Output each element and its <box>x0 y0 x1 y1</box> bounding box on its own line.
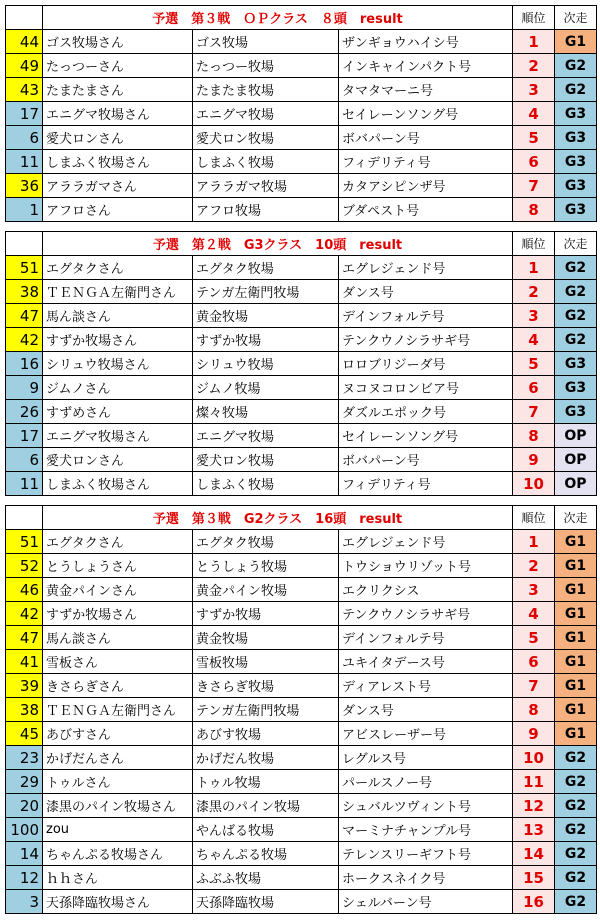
entry-number: 3 <box>6 890 43 914</box>
next-race-grade: G1 <box>555 722 597 746</box>
next-race-grade: G1 <box>555 650 597 674</box>
next-race-grade: G2 <box>555 78 597 102</box>
owner-name: エニグマ牧場さん <box>43 424 193 448</box>
owner-name: エグタクさん <box>43 530 193 554</box>
rank-cell: 10 <box>513 746 555 770</box>
owner-name: きさらぎさん <box>43 674 193 698</box>
horse-name: ザンギョウハイシ号 <box>339 30 513 54</box>
next-race-grade: G3 <box>555 150 597 174</box>
horse-name: ブダペスト号 <box>339 198 513 222</box>
table-header-row <box>6 6 597 30</box>
horse-name: ヌコヌコロンビア号 <box>339 376 513 400</box>
entry-number: 17 <box>6 424 43 448</box>
horse-name: トウショウリゾット号 <box>339 554 513 578</box>
horse-name: テンクウノシラサギ号 <box>339 602 513 626</box>
rank-cell: 12 <box>513 794 555 818</box>
owner-name: 馬ん談さん <box>43 626 193 650</box>
horse-name: フィデリティ号 <box>339 472 513 496</box>
rank-cell: 9 <box>513 448 555 472</box>
ranch-name: 天孫降臨牧場 <box>193 890 339 914</box>
table-row <box>6 448 597 472</box>
rank-header: 順位 <box>513 232 555 256</box>
entry-number: 52 <box>6 554 43 578</box>
horse-name: ボバパーン号 <box>339 126 513 150</box>
owner-name: 漆黒のパイン牧場さん <box>43 794 193 818</box>
section-title: 予選 第３戦 ＯＰクラス ８頭 result <box>43 6 513 30</box>
ranch-name: 黄金牧場 <box>193 626 339 650</box>
ranch-name: エニグマ牧場 <box>193 102 339 126</box>
entry-number: 38 <box>6 280 43 304</box>
rank-cell: 11 <box>513 770 555 794</box>
horse-name: ユキイタデース号 <box>339 650 513 674</box>
section-title: 予選 第２戦 G3クラス 10頭 result <box>43 232 513 256</box>
next-race-grade: G2 <box>555 746 597 770</box>
table-row <box>6 602 597 626</box>
table-row <box>6 30 597 54</box>
ranch-name: アララガマ牧場 <box>193 174 339 198</box>
horse-name: シェルバーン号 <box>339 890 513 914</box>
rank-cell: 4 <box>513 328 555 352</box>
owner-name: たっつーさん <box>43 54 193 78</box>
next-header: 次走 <box>555 6 597 30</box>
table-row <box>6 698 597 722</box>
next-race-grade: G2 <box>555 328 597 352</box>
result-table <box>5 5 597 222</box>
next-race-grade: G1 <box>555 626 597 650</box>
ranch-name: きさらぎ牧場 <box>193 674 339 698</box>
rank-cell: 7 <box>513 174 555 198</box>
next-race-grade: G3 <box>555 102 597 126</box>
result-table <box>5 505 597 914</box>
rank-cell: 8 <box>513 698 555 722</box>
next-header: 次走 <box>555 232 597 256</box>
next-race-grade: G1 <box>555 530 597 554</box>
rank-cell: 5 <box>513 626 555 650</box>
ranch-name: ゴス牧場 <box>193 30 339 54</box>
horse-name: マーミナチャンプル号 <box>339 818 513 842</box>
rank-cell: 4 <box>513 102 555 126</box>
ranch-name: アフロ牧場 <box>193 198 339 222</box>
entry-number: 16 <box>6 352 43 376</box>
entry-number: 23 <box>6 746 43 770</box>
table-row <box>6 352 597 376</box>
table-header-row <box>6 232 597 256</box>
entry-number: 29 <box>6 770 43 794</box>
next-race-grade: G3 <box>555 126 597 150</box>
entry-number: 42 <box>6 328 43 352</box>
table-row <box>6 890 597 914</box>
next-race-grade: G1 <box>555 554 597 578</box>
rank-cell: 2 <box>513 54 555 78</box>
rank-cell: 2 <box>513 554 555 578</box>
owner-name: とうしょうさん <box>43 554 193 578</box>
rank-cell: 10 <box>513 472 555 496</box>
horse-name: タマタマーニ号 <box>339 78 513 102</box>
rank-cell: 8 <box>513 424 555 448</box>
table-row <box>6 722 597 746</box>
next-race-grade: G2 <box>555 280 597 304</box>
horse-name: セイレーンソング号 <box>339 424 513 448</box>
entry-number: 42 <box>6 602 43 626</box>
next-race-grade: G3 <box>555 400 597 424</box>
owner-name: あびすさん <box>43 722 193 746</box>
entry-number: 11 <box>6 472 43 496</box>
horse-name: セイレーンソング号 <box>339 102 513 126</box>
section-title: 予選 第３戦 G2クラス 16頭 result <box>43 506 513 530</box>
next-race-grade: G1 <box>555 698 597 722</box>
entry-number: 38 <box>6 698 43 722</box>
table-header-row <box>6 506 597 530</box>
entry-number: 6 <box>6 126 43 150</box>
entry-number: 11 <box>6 150 43 174</box>
ranch-name: しまふく牧場 <box>193 472 339 496</box>
rank-cell: 6 <box>513 150 555 174</box>
table-row <box>6 770 597 794</box>
entry-number: 44 <box>6 30 43 54</box>
entry-number: 51 <box>6 256 43 280</box>
ranch-name: やんばる牧場 <box>193 818 339 842</box>
ranch-name: 愛犬ロン牧場 <box>193 126 339 150</box>
table-row <box>6 746 597 770</box>
horse-name: エクリクシス <box>339 578 513 602</box>
ranch-name: エグタク牧場 <box>193 256 339 280</box>
rank-cell: 7 <box>513 674 555 698</box>
owner-name: エグタクさん <box>43 256 193 280</box>
entry-number: 36 <box>6 174 43 198</box>
next-race-grade: G3 <box>555 198 597 222</box>
table-row <box>6 400 597 424</box>
ranch-name: テンガ左衛門牧場 <box>193 280 339 304</box>
entry-number: 47 <box>6 304 43 328</box>
owner-name: しまふく牧場さん <box>43 150 193 174</box>
owner-name: アララガマさん <box>43 174 193 198</box>
table-row <box>6 78 597 102</box>
next-race-grade: G2 <box>555 890 597 914</box>
next-race-grade: G1 <box>555 578 597 602</box>
ranch-name: かげだん牧場 <box>193 746 339 770</box>
owner-name: トゥルさん <box>43 770 193 794</box>
table-row <box>6 554 597 578</box>
ranch-name: テンガ左衛門牧場 <box>193 698 339 722</box>
next-race-grade: G2 <box>555 842 597 866</box>
ranch-name: ちゃんぷる牧場 <box>193 842 339 866</box>
ranch-name: 黄金牧場 <box>193 304 339 328</box>
next-race-grade: G2 <box>555 256 597 280</box>
rank-cell: 7 <box>513 400 555 424</box>
entry-number: 43 <box>6 78 43 102</box>
table-row <box>6 866 597 890</box>
horse-name: デインフォルテ号 <box>339 304 513 328</box>
owner-name: 黄金パインさん <box>43 578 193 602</box>
table-row <box>6 102 597 126</box>
header-spacer <box>6 6 43 30</box>
ranch-name: すずか牧場 <box>193 602 339 626</box>
entry-number: 14 <box>6 842 43 866</box>
rank-cell: 5 <box>513 126 555 150</box>
ranch-name: 黄金パイン牧場 <box>193 578 339 602</box>
result-section <box>5 5 596 222</box>
table-row <box>6 674 597 698</box>
owner-name: すずめさん <box>43 400 193 424</box>
entry-number: 45 <box>6 722 43 746</box>
next-race-grade: G3 <box>555 352 597 376</box>
next-race-grade: G1 <box>555 602 597 626</box>
ranch-name: エニグマ牧場 <box>193 424 339 448</box>
table-row <box>6 280 597 304</box>
rank-cell: 9 <box>513 722 555 746</box>
owner-name: 愛犬ロンさん <box>43 126 193 150</box>
rank-cell: 1 <box>513 530 555 554</box>
rank-cell: 14 <box>513 842 555 866</box>
rank-cell: 4 <box>513 602 555 626</box>
owner-name: ＴＥＮＧＡ左衛門さん <box>43 280 193 304</box>
table-row <box>6 626 597 650</box>
rank-cell: 2 <box>513 280 555 304</box>
ranch-name: あびす牧場 <box>193 722 339 746</box>
horse-name: レグルス号 <box>339 746 513 770</box>
horse-name: シュバルツヴィント号 <box>339 794 513 818</box>
horse-name: デインフォルテ号 <box>339 626 513 650</box>
table-row <box>6 150 597 174</box>
ranch-name: シリュウ牧場 <box>193 352 339 376</box>
owner-name: 馬ん談さん <box>43 304 193 328</box>
table-row <box>6 794 597 818</box>
owner-name: エニグマ牧場さん <box>43 102 193 126</box>
horse-name: ダズルエポック号 <box>339 400 513 424</box>
ranch-name: 雪板牧場 <box>193 650 339 674</box>
ranch-name: ジムノ牧場 <box>193 376 339 400</box>
rank-cell: 1 <box>513 30 555 54</box>
next-race-grade: OP <box>555 424 597 448</box>
next-race-grade: G3 <box>555 376 597 400</box>
entry-number: 100 <box>6 818 43 842</box>
horse-name: テンクウノシラサギ号 <box>339 328 513 352</box>
owner-name: 天孫降臨牧場さん <box>43 890 193 914</box>
table-row <box>6 472 597 496</box>
table-row <box>6 126 597 150</box>
next-race-grade: G2 <box>555 866 597 890</box>
result-section <box>5 231 596 496</box>
next-race-grade: G2 <box>555 304 597 328</box>
rank-cell: 3 <box>513 304 555 328</box>
rank-cell: 16 <box>513 890 555 914</box>
horse-name: ロロブリジーダ号 <box>339 352 513 376</box>
owner-name: しまふく牧場さん <box>43 472 193 496</box>
ranch-name: 燦々牧場 <box>193 400 339 424</box>
owner-name: ジムノさん <box>43 376 193 400</box>
entry-number: 46 <box>6 578 43 602</box>
rank-cell: 3 <box>513 578 555 602</box>
entry-number: 12 <box>6 866 43 890</box>
entry-number: 1 <box>6 198 43 222</box>
horse-name: フィデリティ号 <box>339 150 513 174</box>
horse-name: インキャインパクト号 <box>339 54 513 78</box>
ranch-name: ふぶふ牧場 <box>193 866 339 890</box>
entry-number: 26 <box>6 400 43 424</box>
header-spacer <box>6 506 43 530</box>
owner-name: アフロさん <box>43 198 193 222</box>
owner-name: zou <box>43 818 193 842</box>
ranch-name: たっつー牧場 <box>193 54 339 78</box>
table-row <box>6 530 597 554</box>
horse-name: ダンス号 <box>339 698 513 722</box>
rank-cell: 3 <box>513 78 555 102</box>
rank-cell: 8 <box>513 198 555 222</box>
horse-name: アビスレーザー号 <box>339 722 513 746</box>
next-race-grade: G2 <box>555 770 597 794</box>
rank-cell: 13 <box>513 818 555 842</box>
owner-name: ｈｈさん <box>43 866 193 890</box>
rank-cell: 5 <box>513 352 555 376</box>
horse-name: テレンスリーギフト号 <box>339 842 513 866</box>
table-row <box>6 256 597 280</box>
horse-name: エグレジェンド号 <box>339 530 513 554</box>
rank-header: 順位 <box>513 506 555 530</box>
table-row <box>6 818 597 842</box>
horse-name: エグレジェンド号 <box>339 256 513 280</box>
owner-name: たまたまさん <box>43 78 193 102</box>
owner-name: 雪板さん <box>43 650 193 674</box>
horse-name: カタアシピンザ号 <box>339 174 513 198</box>
entry-number: 41 <box>6 650 43 674</box>
owner-name: 愛犬ロンさん <box>43 448 193 472</box>
table-row <box>6 328 597 352</box>
next-race-grade: G1 <box>555 674 597 698</box>
owner-name: シリュウ牧場さん <box>43 352 193 376</box>
rank-header: 順位 <box>513 6 555 30</box>
entry-number: 39 <box>6 674 43 698</box>
table-row <box>6 650 597 674</box>
next-race-grade: G2 <box>555 794 597 818</box>
ranch-name: 愛犬ロン牧場 <box>193 448 339 472</box>
ranch-name: すずか牧場 <box>193 328 339 352</box>
ranch-name: しまふく牧場 <box>193 150 339 174</box>
next-race-grade: G2 <box>555 818 597 842</box>
horse-name: ホークスネイク号 <box>339 866 513 890</box>
owner-name: ゴス牧場さん <box>43 30 193 54</box>
next-race-grade: G2 <box>555 54 597 78</box>
entry-number: 9 <box>6 376 43 400</box>
entry-number: 17 <box>6 102 43 126</box>
horse-name: ダンス号 <box>339 280 513 304</box>
ranch-name: たまたま牧場 <box>193 78 339 102</box>
table-row <box>6 54 597 78</box>
owner-name: ＴＥＮＧＡ左衛門さん <box>43 698 193 722</box>
entry-number: 47 <box>6 626 43 650</box>
ranch-name: 漆黒のパイン牧場 <box>193 794 339 818</box>
owner-name: ちゃんぷる牧場さん <box>43 842 193 866</box>
table-row <box>6 424 597 448</box>
owner-name: すずか牧場さん <box>43 328 193 352</box>
next-header: 次走 <box>555 506 597 530</box>
owner-name: かげだんさん <box>43 746 193 770</box>
ranch-name: とうしょう牧場 <box>193 554 339 578</box>
rank-cell: 6 <box>513 376 555 400</box>
next-race-grade: G3 <box>555 174 597 198</box>
owner-name: すずか牧場さん <box>43 602 193 626</box>
table-row <box>6 578 597 602</box>
next-race-grade: G1 <box>555 30 597 54</box>
table-row <box>6 198 597 222</box>
next-race-grade: OP <box>555 472 597 496</box>
horse-name: パールスノー号 <box>339 770 513 794</box>
next-race-grade: OP <box>555 448 597 472</box>
rank-cell: 6 <box>513 650 555 674</box>
horse-name: ディアレスト号 <box>339 674 513 698</box>
rank-cell: 15 <box>513 866 555 890</box>
horse-name: ボバパーン号 <box>339 448 513 472</box>
rank-cell: 1 <box>513 256 555 280</box>
table-row <box>6 842 597 866</box>
entry-number: 51 <box>6 530 43 554</box>
table-row <box>6 376 597 400</box>
entry-number: 6 <box>6 448 43 472</box>
ranch-name: エグタク牧場 <box>193 530 339 554</box>
entry-number: 49 <box>6 54 43 78</box>
table-row <box>6 304 597 328</box>
table-row <box>6 174 597 198</box>
ranch-name: トゥル牧場 <box>193 770 339 794</box>
result-table <box>5 231 597 496</box>
header-spacer <box>6 232 43 256</box>
result-section <box>5 505 596 914</box>
entry-number: 20 <box>6 794 43 818</box>
